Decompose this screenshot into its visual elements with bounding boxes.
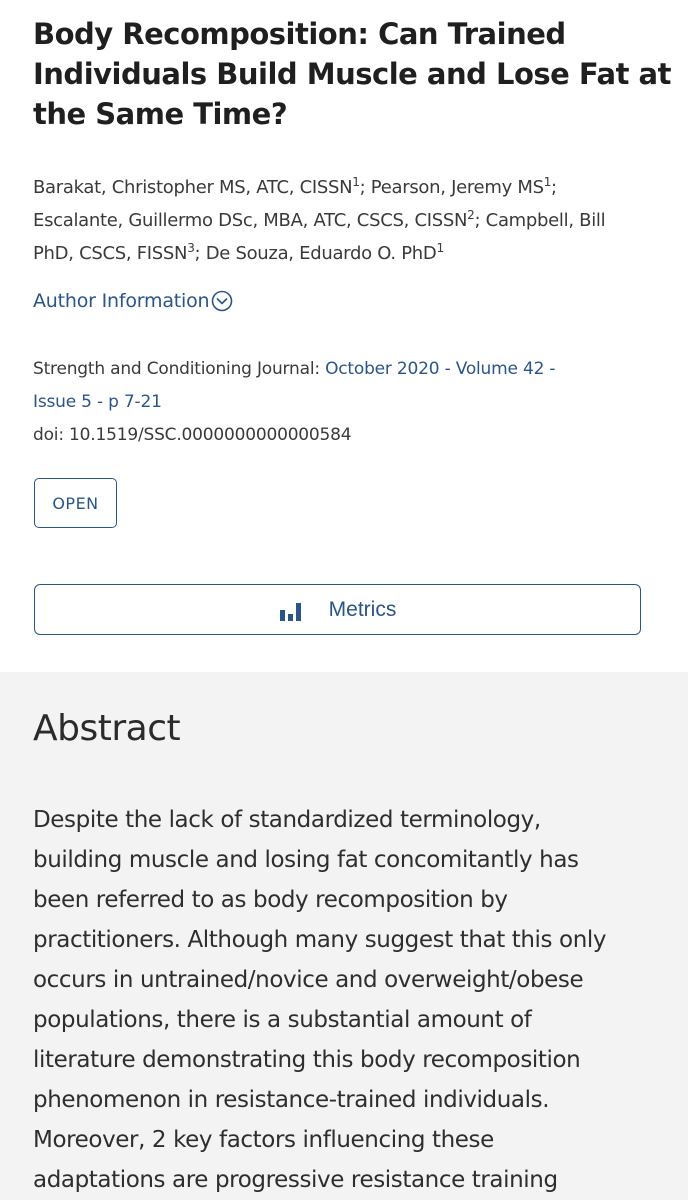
affiliation-marker: 2: [467, 208, 475, 222]
chevron-down-circle-icon: [211, 290, 233, 312]
author-name: PhD, CSCS, FISSN: [33, 243, 188, 264]
author-information-label: Author Information: [33, 290, 210, 312]
title-line: Body Recomposition: Can Trained: [33, 17, 566, 51]
abstract-line: literature demonstrating this body recomposition: [33, 1047, 581, 1073]
author-name: ; De Souza, Eduardo O. PhD: [194, 243, 437, 264]
author-separator: ;: [551, 177, 557, 198]
author-name: ; Pearson, Jeremy MS: [359, 177, 544, 198]
author-line: [33, 237, 663, 270]
abstract-line: phenomenon in resistance-trained individuals.: [33, 1087, 550, 1113]
title-line: Individuals Build Muscle and Lose Fat at: [33, 57, 671, 91]
affiliation-marker: 1: [352, 175, 360, 189]
issue-link[interactable]: October 2020 - Volume 42 -: [325, 359, 556, 379]
journal-line: [33, 386, 663, 419]
abstract-line: practitioners. Although many suggest that this only: [33, 927, 607, 953]
author-line: [33, 171, 663, 204]
affiliation-marker: 1: [436, 241, 444, 255]
abstract-line: populations, there is a substantial amount of: [33, 1007, 532, 1033]
abstract-section: [0, 672, 688, 1200]
author-list: [33, 171, 663, 270]
abstract-line: building muscle and losing fat concomitantly has: [33, 847, 579, 873]
abstract-line: occurs in untrained/novice and overweight/obese: [33, 967, 584, 993]
abstract-line: Moreover, 2 key factors influencing these: [33, 1127, 494, 1153]
author-name: Barakat, Christopher MS, ATC, CISSN: [33, 177, 353, 198]
open-access-button[interactable]: OPEN: [34, 478, 117, 528]
issue-link[interactable]: Issue 5 - p 7-21: [33, 392, 162, 412]
abstract-line: Despite the lack of standardized terminology,: [33, 807, 541, 833]
abstract-line: been referred to as body recomposition by: [33, 887, 508, 913]
journal-line: [33, 353, 663, 386]
affiliation-marker: 1: [543, 175, 552, 189]
title-line: the Same Time?: [33, 97, 288, 131]
bar-chart-icon: [279, 600, 303, 622]
metrics-button[interactable]: [34, 584, 641, 635]
abstract-heading: Abstract: [33, 708, 181, 749]
journal-name: Strength and Conditioning Journal:: [33, 359, 326, 379]
author-line: [33, 204, 663, 237]
author-information-toggle[interactable]: [33, 290, 233, 312]
metrics-label: Metrics: [328, 597, 397, 621]
doi: doi: 10.1519/SSC.0000000000000584: [33, 425, 352, 445]
journal-citation: [33, 353, 663, 452]
author-name: ; Campbell, Bill: [474, 210, 606, 231]
article-title: [33, 14, 671, 134]
abstract-text: [33, 800, 673, 1200]
affiliation-marker: 3: [187, 241, 195, 255]
author-name: Escalante, Guillermo DSc, MBA, ATC, CSCS, CISSN: [33, 210, 468, 231]
abstract-line: adaptations are progressive resistance training: [33, 1167, 558, 1193]
